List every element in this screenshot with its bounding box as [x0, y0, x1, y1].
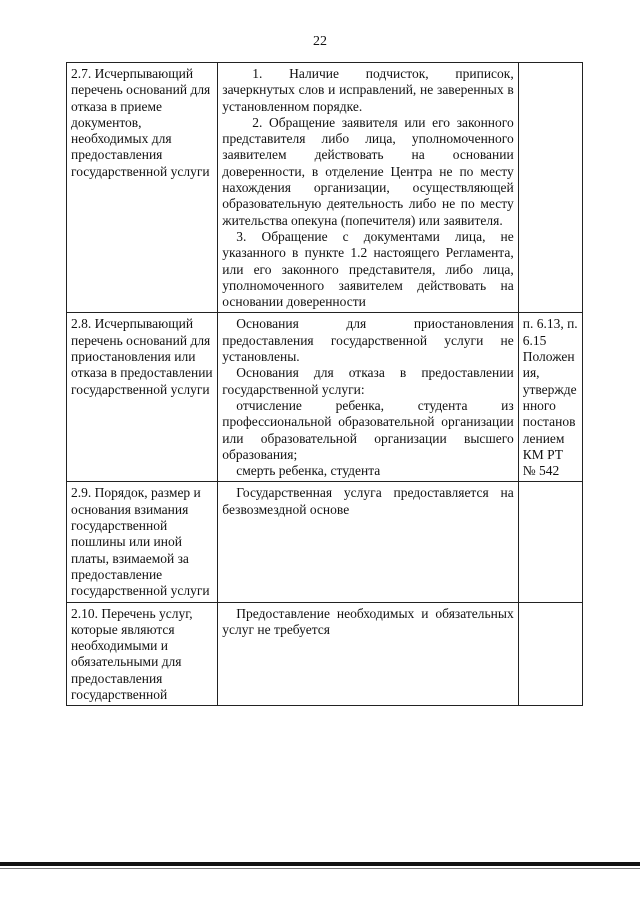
regulation-table: [66, 62, 583, 706]
row-reference: [518, 482, 582, 602]
page-number: 22: [313, 34, 327, 49]
table-row: [67, 602, 583, 706]
content-paragraph: 1. Наличие подчисток, приписок, зачеркнутых слов и исправлений, не заверенных в установленном порядке.: [222, 66, 514, 114]
table-row: [67, 63, 583, 313]
content-paragraph: смерть ребенка, студента: [236, 463, 381, 479]
row-heading: 2.7. Исчерпывающий перечень оснований для отказа в приеме документов, необходимых для предоставления государственной услуги: [67, 63, 218, 313]
content-paragraph: 3. Обращение с документами лица, не указанного в пункте 1.2 настоящего Регламента, или его законного представителя, либо лица, уполномоченного заявителем действовать на основании доверенности: [222, 228, 514, 310]
table-row: [67, 313, 583, 482]
row-content: [218, 482, 518, 602]
row-reference: [518, 602, 582, 706]
row-reference: [518, 63, 582, 313]
content-paragraph: Основания для отказа в предоставлении государственной услуги:: [222, 365, 514, 397]
row-content: [218, 313, 518, 482]
row-heading: 2.8. Исчерпывающий перечень оснований для приостановления или отказа в предоставлении государственной услуги: [67, 313, 218, 482]
content-paragraph: 2. Обращение заявителя или его законного представителя либо лица, уполномоченного заявителем действовать на основании доверенности, в отделение Центра не по месту нахождения организации, осуществляющей образовательную деятельность либо не по месту жительства опекуна (попечителя) или заявителя.: [222, 114, 514, 228]
table-row: [67, 482, 583, 602]
row-reference: п. 6.13, п. 6.15 Положения, утвержденного постановлением КМ РТ № 542: [518, 313, 582, 482]
row-content: [218, 63, 518, 313]
row-heading: 2.9. Порядок, размер и основания взимания государственной пошлины или иной платы, взимаемой за предоставление государственной услуги: [67, 482, 218, 602]
content-paragraph: Основания для приостановления предоставления государственной услуги не установлены.: [222, 316, 514, 365]
content-paragraph: отчисление ребенка, студента из профессиональной образовательной организации или образовательной организации высшего образования;: [222, 397, 514, 462]
page-bottom-rule: [0, 862, 640, 866]
content-paragraph: Предоставление необходимых и обязательных услуг не требуется: [222, 605, 514, 637]
row-content: [218, 602, 518, 706]
page-bottom-rule-thin: [0, 868, 640, 869]
content-paragraph: Государственная услуга предоставляется на безвозмездной основе: [222, 485, 514, 517]
row-heading: 2.10. Перечень услуг, которые являются необходимыми и обязательными для предоставления государственной: [67, 602, 218, 706]
